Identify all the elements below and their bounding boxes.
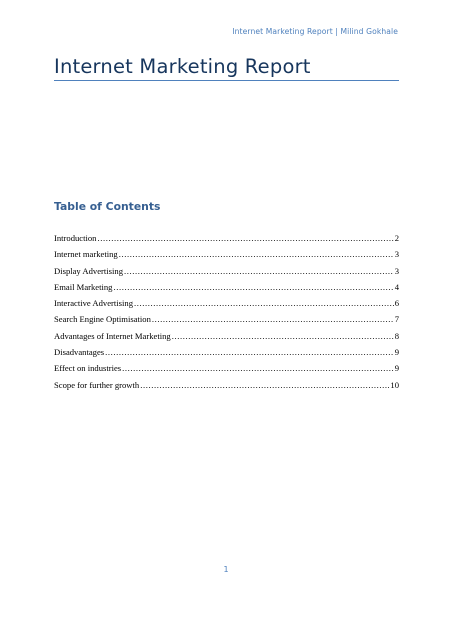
toc-entry-label: Effect on industries — [54, 363, 122, 374]
page-title: Internet Marketing Report — [54, 55, 311, 78]
toc-entry-label: Interactive Advertising — [54, 298, 133, 309]
toc-entry-label: Introduction — [54, 233, 97, 243]
toc-dot-leader — [124, 266, 394, 276]
toc-list — [54, 233, 399, 396]
toc-dot-leader — [97, 233, 393, 243]
toc-entry-advantages[interactable] — [54, 331, 399, 347]
toc-entry-label: Email Marketing — [54, 281, 113, 292]
toc-dot-leader — [119, 249, 394, 259]
toc-entry-page: 8 — [394, 330, 399, 341]
toc-entry-label: Advantages of Internet Marketing — [54, 330, 171, 341]
toc-entry-page: 7 — [394, 314, 399, 325]
toc-entry-page: 3 — [394, 249, 399, 260]
toc-entry-internet-marketing[interactable] — [54, 249, 399, 265]
toc-entry-label: Internet marketing — [54, 249, 118, 260]
page-number: 1 — [223, 565, 229, 574]
toc-entry-page: 2 — [394, 233, 399, 243]
toc-entry-email-marketing[interactable] — [54, 282, 399, 298]
toc-entry-introduction[interactable] — [54, 233, 399, 249]
toc-entry-page: 9 — [394, 347, 399, 358]
toc-dot-leader — [113, 282, 393, 292]
toc-entry-page: 10 — [390, 379, 399, 390]
toc-entry-page: 4 — [394, 281, 399, 292]
toc-dot-leader — [134, 298, 394, 308]
toc-dot-leader — [172, 331, 394, 341]
toc-dot-leader — [122, 363, 394, 373]
toc-entry-interactive-advertising[interactable] — [54, 298, 399, 314]
toc-entry-search-engine-optimisation[interactable] — [54, 314, 399, 330]
toc-entry-page: 9 — [394, 363, 399, 374]
toc-entry-label: Search Engine Optimisation — [54, 314, 151, 325]
toc-dot-leader — [105, 347, 394, 357]
title-underline — [54, 80, 399, 81]
running-header: Internet Marketing Report | Milind Gokhale — [232, 27, 398, 36]
toc-entry-effect-on-industries[interactable] — [54, 363, 399, 379]
toc-entry-scope-for-further-growth[interactable] — [54, 380, 399, 396]
toc-entry-label: Display Advertising — [54, 265, 123, 276]
toc-entry-label: Disadvantages — [54, 347, 105, 358]
toc-entry-page: 6 — [394, 298, 399, 309]
toc-dot-leader — [140, 380, 389, 390]
toc-dot-leader — [152, 314, 394, 324]
toc-entry-display-advertising[interactable] — [54, 266, 399, 282]
toc-entry-page: 3 — [394, 265, 399, 276]
toc-entry-disadvantages[interactable] — [54, 347, 399, 363]
toc-entry-label: Scope for further growth — [54, 379, 140, 390]
toc-heading: Table of Contents — [54, 200, 161, 213]
